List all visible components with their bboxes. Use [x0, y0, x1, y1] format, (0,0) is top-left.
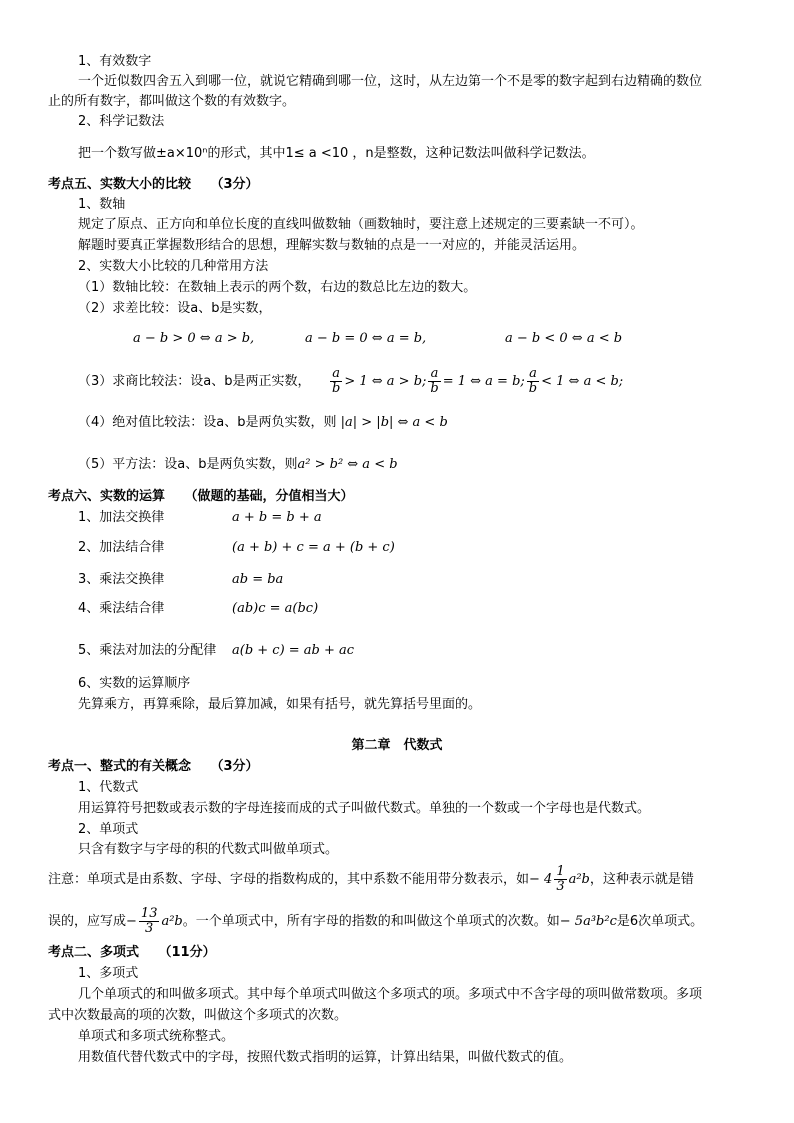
heading-monomial: 2、单项式: [78, 822, 139, 837]
text-line: 几个单项式的和叫做多项式。其中每个单项式叫做这个多项式的项。多项式中不含字母的项叫做常数项。多项: [78, 987, 703, 1002]
text: （4）绝对值比较法：设a、b是两负实数，则: [78, 415, 337, 430]
text-line: 只含有数字与字母的积的代数式叫做单项式。: [78, 842, 339, 857]
text-line: 误的，应写成− $\frac{13}{3}$ a²b。一个单项式中，所有字母的指数的和叫做这个单项式的次数。如− 5a³b²c是6次单项式。: [48, 906, 704, 936]
section-heading-6: 考点六、实数的运算 （做题的基础，分值相当大）: [48, 489, 354, 504]
chapter-title: 第二章 代数式: [351, 738, 443, 753]
formula: a − b > 0 ⇔ a > b,: [133, 331, 255, 346]
text-line: （1）数轴比较：在数轴上表示的两个数，右边的数总比左边的数大。: [78, 280, 477, 295]
heading-polynomial: 1、多项式: [78, 966, 139, 981]
law-label: 4、乘法结合律: [78, 601, 165, 616]
formula: (a + b) + c = a + (b + c): [232, 540, 395, 555]
section-heading-1: 考点一、整式的有关概念 （3分）: [48, 759, 259, 774]
heading-scientific-notation: 2、科学记数法: [78, 114, 165, 129]
text-line: 用数值代替代数式中的字母，按照代数式指明的运算，计算出结果，叫做代数式的值。: [78, 1050, 573, 1065]
heading-significant-figures: 1、有效数字: [78, 54, 152, 69]
law-label: 2、加法结合律: [78, 540, 165, 555]
text: （5）平方法：设a、b是两负实数，则: [78, 457, 298, 472]
text-line: 把一个数写做±a×10ⁿ的形式，其中1≤ a <10 ，n是整数，这种记数法叫做科学记数法。: [78, 146, 595, 161]
text-line: 止的所有数字，都叫做这个数的有效数字。: [48, 94, 296, 109]
heading-comparison-methods: 2、实数大小比较的几种常用方法: [78, 259, 269, 274]
text: 是6次单项式。: [616, 914, 704, 929]
text: 。一个单项式中，所有字母的指数的和叫做这个单项式的次数。如: [182, 914, 560, 929]
formula: < 1 ⇔ a < b;: [541, 374, 624, 389]
text-line: （2）求差比较：设a、b是实数，: [78, 301, 272, 316]
heading-number-line: 1、数轴: [78, 197, 126, 212]
text-line: 解题时要真正掌握数形结合的思想，理解实数与数轴的点是一一对应的，并能灵活运用。: [78, 238, 586, 253]
section-heading-2: 考点二、多项式 （11分）: [48, 945, 216, 960]
formula: a + b = b + a: [232, 510, 322, 525]
quotient-formula: $\frac{a}{b}$ > 1 ⇔ a > b; $\frac{a}{b}$ = 1 ⇔ a = b; $\frac{a}{b}$ < 1 ⇔ a < b;: [332, 366, 624, 396]
formula: ab = ba: [232, 572, 284, 587]
law-label: 5、乘法对加法的分配律: [78, 643, 217, 658]
formula: a − b < 0 ⇔ a < b: [505, 331, 623, 346]
text: 误的，应写成: [48, 914, 127, 929]
law-label: 3、乘法交换律: [78, 572, 165, 587]
text: 注意：单项式是由系数、字母、字母的指数构成的，其中系数不能用带分数表示，如: [48, 872, 530, 887]
text-line: [78, 415, 448, 431]
heading-algebraic-expression: 1、代数式: [78, 780, 139, 795]
text-line: 用运算符号把数或表示数的字母连接而成的式子叫做代数式。单独的一个数或一个字母也是代数式。: [78, 801, 651, 816]
text-line: 规定了原点、正方向和单位长度的直线叫做数轴（画数轴时，要注意上述规定的三要素缺一不可）。: [78, 217, 644, 232]
text-line: 注意：单项式是由系数、字母、字母的指数构成的，其中系数不能用带分数表示，如− 4 $\frac{1}{3}$ a²b，这种表示就是错: [48, 864, 694, 894]
section-heading-5: 考点五、实数大小的比较 （3分）: [48, 177, 259, 192]
law-label: 1、加法交换律: [78, 510, 165, 525]
formula: (ab)c = a(bc): [232, 601, 319, 616]
text-line: 式中次数最高的项的次数，叫做这个多项式的次数。: [48, 1008, 348, 1023]
formula: a − b = 0 ⇔ a = b,: [305, 331, 427, 346]
formula: |a| > |b| ⇔ a < b: [340, 415, 448, 430]
text-line: [78, 457, 398, 473]
formula: > 1 ⇔ a > b;: [344, 374, 427, 389]
formula: a(b + c) = ab + ac: [232, 643, 355, 658]
text-line: 先算乘方，再算乘除，最后算加减，如果有括号，就先算括号里面的。: [78, 697, 482, 712]
formula: = 1 ⇔ a = b;: [442, 374, 525, 389]
text-line: 单项式和多项式统称整式。: [78, 1029, 235, 1044]
text-line: （3）求商比较法：设a、b是两正实数，: [78, 374, 311, 389]
heading-operation-order: 6、实数的运算顺序: [78, 676, 191, 691]
formula: a² > b² ⇔ a < b: [297, 457, 398, 472]
text: ，这种表示就是错: [589, 872, 694, 887]
text-line: 一个近似数四舍五入到哪一位，就说它精确到哪一位，这时，从左边第一个不是零的数字起到右边精确的数位: [78, 74, 703, 89]
